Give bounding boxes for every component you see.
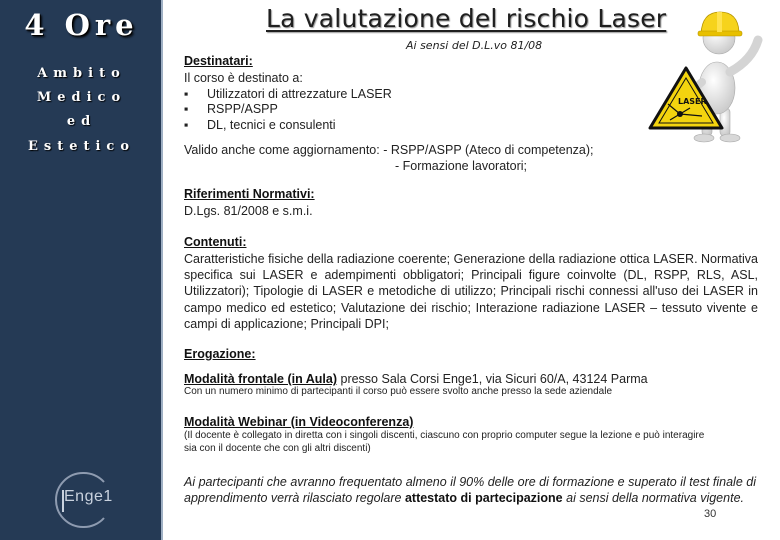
- page-title: La valutazione del rischio Laser: [266, 4, 667, 33]
- law-reference: Ai sensi del D.L.vo 81/08: [406, 39, 543, 52]
- frontale-note: Con un numero minimo di partecipanti il corso può essere svolto anche presso la sede aziendale: [184, 386, 613, 397]
- certificate-note: Ai partecipanti che avranno frequentato almeno il 90% delle ore di formazione e superato il test finale di apprendimento verrà rilasciato regolare attestato di partecipazione ai sensi della normativa vigente.: [184, 475, 756, 505]
- page-number: 30: [704, 508, 717, 520]
- sidebar: [0, 0, 163, 540]
- destinatari-heading: Destinatari:: [184, 54, 253, 68]
- list-item: ▪ DL, tecnici e consulenti: [184, 118, 336, 132]
- laser-warning-mascot-icon: [640, 0, 780, 145]
- valid-update-line-1: Valido anche come aggiornamento: - RSPP/ASPP (Ateco di competenza);: [184, 143, 594, 157]
- course-scope-line-4: Estetico: [27, 139, 136, 154]
- riferimenti-text: D.Lgs. 81/2008 e s.m.i.: [184, 204, 313, 218]
- list-item: ▪ Utilizzatori di attrezzature LASER: [184, 87, 392, 101]
- course-scope-line-2: Medico: [36, 90, 127, 105]
- riferimenti-heading: Riferimenti Normativi:: [184, 187, 315, 201]
- erogazione-heading: Erogazione:: [184, 347, 256, 361]
- contenuti-heading: Contenuti:: [184, 235, 247, 249]
- webinar-note-line-2: sia con il docente che con gli altri discenti): [184, 443, 371, 454]
- frontale-label: Modalità frontale (in Aula): [184, 372, 338, 386]
- course-scope-line-3: ed: [66, 114, 97, 129]
- list-item: ▪ RSPP/ASPP: [184, 102, 278, 116]
- valid-update-line-2: - Formazione lavoratori;: [395, 159, 527, 173]
- frontale-text: presso Sala Corsi Enge1, via Sicuri 60/A, 43124 Parma: [337, 372, 648, 386]
- webinar-note-line-1: (Il docente è collegato in diretta con i singoli discenti, ciascuno con proprio computer segue la lezione e può interagire: [184, 430, 705, 441]
- logo-text: Enge1: [64, 488, 113, 505]
- certificate-bold: attestato di partecipazione: [404, 491, 563, 505]
- destinatari-intro: Il corso è destinato a:: [184, 71, 303, 85]
- webinar-label: Modalità Webinar (in Videoconferenza): [184, 415, 414, 429]
- course-scope-line-1: Ambito: [37, 66, 126, 81]
- frontale-line: [184, 371, 648, 387]
- laser-sign-text: LASER: [678, 97, 707, 106]
- contenuti-text: Caratteristiche fisiche della radiazione coerente; Generazione della radiazione ottica LASER. Normativa specifica sui LASER e adempimenti obbligatori; Principali figure coinvolte (DL, RSPP, RLS, ASL, Utilizzatori); Tipologie di LASER e metodiche di utilizzo; Principali rischi connessi all'uso dei LASER in campo medico ed estetico; Valutazione dei rischio; Interazione radiazione LASER – tessuto vivente e campi di applicazione; Principali DPI;: [184, 252, 758, 331]
- course-duration: 4 Ore: [24, 8, 139, 42]
